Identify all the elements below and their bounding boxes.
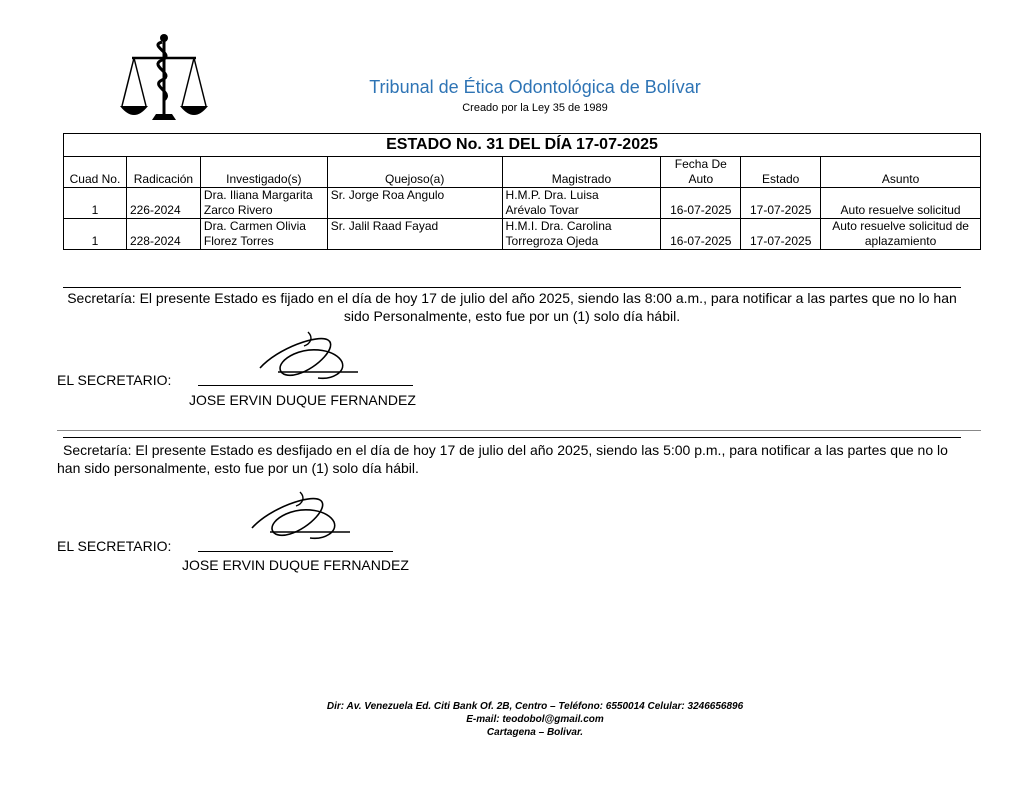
col-cuad: Cuad No. <box>64 157 127 188</box>
cell-quejoso: Sr. Jalil Raad Fayad <box>327 219 502 250</box>
signature-line <box>198 385 413 386</box>
secretary-label: EL SECRETARIO: <box>57 538 172 554</box>
col-asunto: Asunto <box>821 157 981 188</box>
cell-investigado: Dra. Carmen Olivia Florez Torres <box>200 219 327 250</box>
secretary-name: JOSE ERVIN DUQUE FERNANDEZ <box>182 557 409 573</box>
cell-investigado: Dra. Iliana Margarita Zarco Rivero <box>200 188 327 219</box>
col-radicacion: Radicación <box>126 157 200 188</box>
secretary-name: JOSE ERVIN DUQUE FERNANDEZ <box>189 392 416 408</box>
col-quejoso: Quejoso(a) <box>327 157 502 188</box>
cell-magistrado: H.M.I. Dra. Carolina Torregroza Ojeda <box>502 219 661 250</box>
cell-radicacion: 228-2024 <box>126 219 200 250</box>
col-investigado: Investigado(s) <box>200 157 327 188</box>
organization-subtitle: Creado por la Ley 35 de 1989 <box>462 102 608 114</box>
cell-magistrado: H.M.P. Dra. Luisa Arévalo Tovar <box>502 188 661 219</box>
cell-radicacion: 226-2024 <box>126 188 200 219</box>
cell-cuad: 1 <box>64 219 127 250</box>
secretary-signature <box>240 488 360 544</box>
cell-cuad: 1 <box>64 188 127 219</box>
table-row <box>64 219 981 250</box>
desfijacion-text: Secretaría: El presente Estado es desfijado en el día de hoy 17 de julio del año 2025, siendo las 5:00 p.m., para notificar a las partes que no lo han sido personalmente, esto fue por un (1) solo día hábil. <box>57 442 948 476</box>
signature-line <box>198 551 393 552</box>
section-divider <box>63 287 961 288</box>
cell-fecha-auto: 16-07-2025 <box>661 219 741 250</box>
footer-city: Cartagena – Bolivar. <box>486 727 584 738</box>
cell-fecha-auto: 16-07-2025 <box>661 188 741 219</box>
estado-table <box>63 133 981 250</box>
col-magistrado: Magistrado <box>502 157 661 188</box>
section-divider <box>57 430 981 431</box>
organization-title: Tribunal de Ética Odontológica de Bolívar <box>369 77 701 97</box>
table-header-row <box>64 157 981 188</box>
footer-email: E-mail: teodobol@gmail.com <box>466 714 604 725</box>
cell-estado: 17-07-2025 <box>741 219 821 250</box>
secretary-label: EL SECRETARIO: <box>57 372 172 388</box>
estado-caption: ESTADO No. 31 DEL DÍA 17-07-2025 <box>64 134 981 157</box>
col-estado: Estado <box>741 157 821 188</box>
cell-asunto: Auto resuelve solicitud de aplazamiento <box>821 219 981 250</box>
fijacion-text: Secretaría: El presente Estado es fijado en el día de hoy 17 de julio del año 2025, siendo las 8:00 a.m., para notificar a las partes que no lo han sido Personalmente, esto fue por un (1) solo día hábil. <box>67 290 957 324</box>
section-divider <box>63 437 961 438</box>
cell-estado: 17-07-2025 <box>741 188 821 219</box>
cell-asunto: Auto resuelve solicitud <box>821 188 981 219</box>
cell-quejoso: Sr. Jorge Roa Angulo <box>327 188 502 219</box>
table-row <box>64 188 981 219</box>
col-fecha-auto: Fecha De Auto <box>661 157 741 188</box>
footer-address: Dir: Av. Venezuela Ed. Citi Bank Of. 2B, Centro – Teléfono: 6550014 Celular: 3246656896 <box>326 701 744 712</box>
secretary-signature <box>248 328 368 384</box>
